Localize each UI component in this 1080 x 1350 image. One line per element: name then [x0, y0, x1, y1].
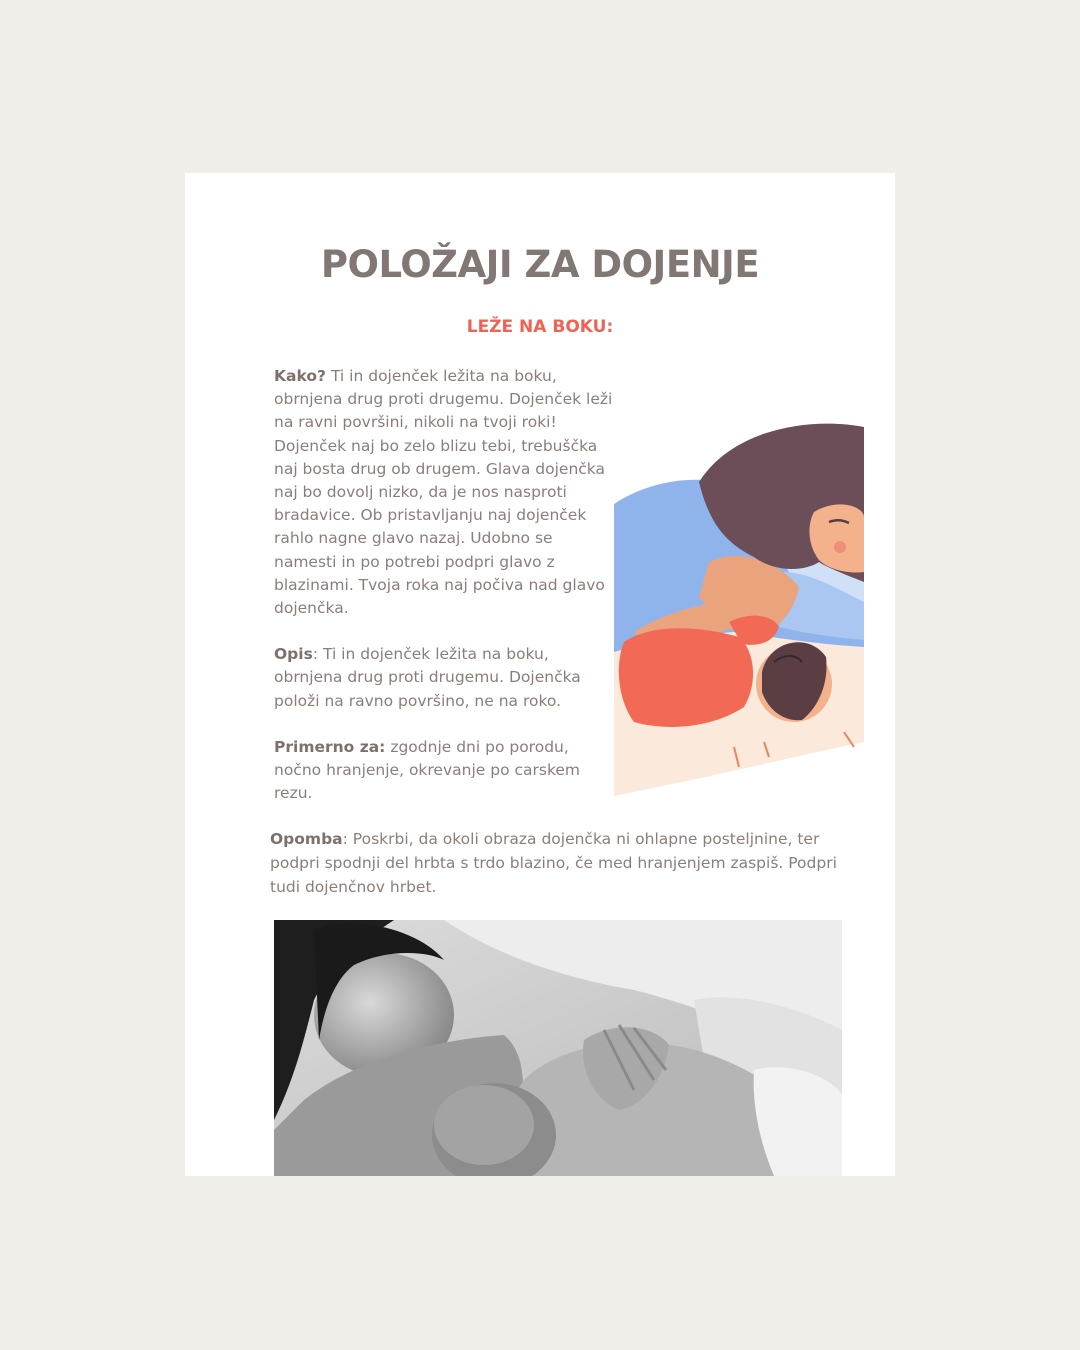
- note-text: : Poskrbi, da okoli obraza dojenčka ni ohlapne posteljnine, ter podpri spodnji del hrbta s trdo blazino, če med hranjenjem zaspiš. Podpri tudi dojenčnov hrbet.: [270, 830, 837, 896]
- body-text-column: [274, 365, 616, 828]
- page-title: POLOŽAJI ZA DOJENJE: [320, 243, 760, 286]
- paragraph-opis: [274, 643, 616, 713]
- paragraph-text: Ti in dojenček ležita na boku, obrnjena drug proti drugemu. Dojenček leži na ravni površini, nikoli na tvoji roki! Dojenček naj bo zelo blizu tebi, trebuščka naj bosta drug ob drugem. Glava dojenčka naj bo dovolj nizko, da je nos nasproti bradavice. Ob pristavljanju naj dojenček rahlo nagne glavo nazaj. Udobno se namesti in po potrebi podpri glavo z blazinami. Tvoja roka naj počiva nad glavo dojenčka.: [274, 367, 613, 618]
- paragraph-label: Opis: [274, 645, 313, 664]
- mother-and-baby-lying-illustration: [614, 422, 864, 798]
- paragraph-kako: [274, 365, 616, 620]
- paragraph-label: Kako?: [274, 367, 327, 385]
- paragraph-primerno: [274, 736, 616, 806]
- paragraph-text: zgodnje dni po porodu, nočno hranjenje, okrevanje po carskem rezu.: [274, 737, 581, 803]
- breastfeeding-photo: [274, 920, 842, 1176]
- paragraph-text: : Ti in dojenček ležita na boku, obrnjena drug proti drugemu. Dojenčka položi na ravno površino, ne na roko.: [274, 645, 581, 710]
- note-paragraph: [270, 827, 840, 899]
- section-subtitle: LEŽE NA BOKU:: [466, 317, 614, 337]
- note-label: Opomba: [270, 830, 343, 848]
- paragraph-label: Primerno za:: [274, 737, 386, 756]
